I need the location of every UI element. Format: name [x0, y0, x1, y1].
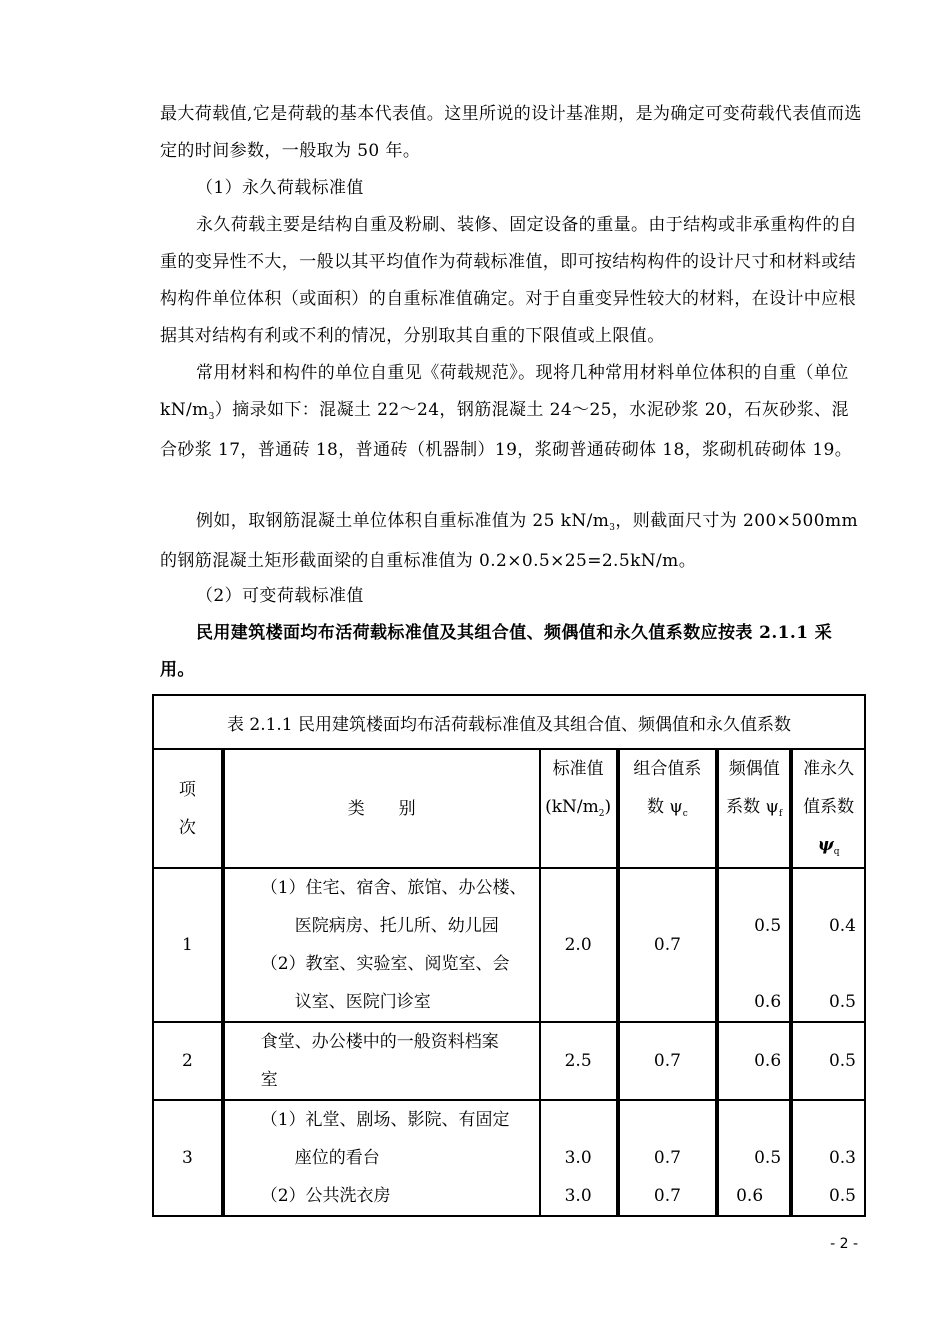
- row-standard: 3.0 3.0: [540, 1100, 618, 1216]
- table-caption: 表 2.1.1 民用建筑楼面均布活荷载标准值及其组合值、频偶值和永久值系数: [153, 695, 865, 749]
- row-quasi: 0.3 0.5: [791, 1100, 865, 1216]
- row-frequent: 0.6: [717, 1022, 791, 1100]
- table-header-row: [153, 749, 865, 868]
- row-index: 1: [153, 868, 223, 1022]
- header-standard: 标准值 $(kN/m_2)$: [540, 749, 618, 868]
- row-combination: 0.7: [618, 1022, 718, 1100]
- row-category: （1）礼堂、剧场、影院、有固定 座位的看台 （2）公共洗衣房: [223, 1100, 540, 1216]
- header-quasi-permanent: 准永久 值系数 $\psi_q$: [791, 749, 865, 868]
- header-index: 项 次: [153, 749, 223, 868]
- paragraph-1: 最大荷载值,它是荷载的基本代表值。这里所说的设计基准期，是为确定可变荷载代表值而选定的时间参数，一般取为 50 年。: [160, 104, 862, 161]
- paragraph-3: 常用材料和构件的单位自重见《荷载规范》。现将几种常用材料单位体积的自重（单位 $kN/m_3$）摘录如下：混凝土 22～24，钢筋混凝土 24～25，水泥砂浆 20，石灰砂浆、混合砂浆 17，普通砖 18，普通砖（机器制）19，浆砌普通砖砌体 18，浆砌机砖砌体 19。: [160, 363, 853, 460]
- row-frequent: 0.5 0.6: [717, 1100, 791, 1216]
- table-row: [153, 1022, 865, 1100]
- page-number: - 2 -: [830, 1236, 858, 1252]
- row-quasi: 0.5: [791, 1022, 865, 1100]
- row-combination: 0.7 0.7: [618, 1100, 718, 1216]
- header-category: 类 别: [223, 749, 540, 868]
- heading-permanent-load: （1）永久荷载标准值: [196, 178, 364, 198]
- row-combination: 0.7: [618, 868, 718, 1022]
- heading-variable-load: （2）可变荷载标准值: [196, 586, 364, 606]
- row-frequent: 0.5 0.6: [717, 868, 791, 1022]
- table-row: [153, 1100, 865, 1216]
- row-category: 食堂、办公楼中的一般资料档案 室: [223, 1022, 540, 1100]
- header-frequent: 频偶值 系数 $\psi_f$: [717, 749, 791, 868]
- paragraph-5: 民用建筑楼面均布活荷载标准值及其组合值、频偶值和永久值系数应按表 2.1.1 采用。: [160, 623, 833, 680]
- load-table: [152, 694, 866, 1217]
- paragraph-2: 永久荷载主要是结构自重及粉刷、装修、固定设备的重量。由于结构或非承重构件的自重的变异性不大，一般以其平均值作为荷载标准值，即可按结构构件的设计尺寸和材料或结构构件单位体积（或面积）的自重标准值确定。对于自重变异性较大的材料，在设计中应根据其对结构有利或不利的情况，分别取其自重的下限值或上限值。: [160, 215, 858, 346]
- row-index: 2: [153, 1022, 223, 1100]
- row-category: （1）住宅、宿舍、旅馆、办公楼、 医院病房、托儿所、幼儿园 （2）教室、实验室、阅览室、会 议室、医院门诊室: [223, 868, 540, 1022]
- row-quasi: 0.4 0.5: [791, 868, 865, 1022]
- header-combination: 组合值系 数 $\psi_c$: [618, 749, 718, 868]
- row-index: 3: [153, 1100, 223, 1216]
- row-standard: 2.0: [540, 868, 618, 1022]
- table-row: [153, 868, 865, 1022]
- row-standard: 2.5: [540, 1022, 618, 1100]
- paragraph-4: 例如，取钢筋混凝土单位体积自重标准值为 25 $kN/m_3$，则截面尺寸为 200×500mm 的钢筋混凝土矩形截面梁的自重标准值为 0.2×0.5×25=2.5kN/m。: [160, 511, 858, 571]
